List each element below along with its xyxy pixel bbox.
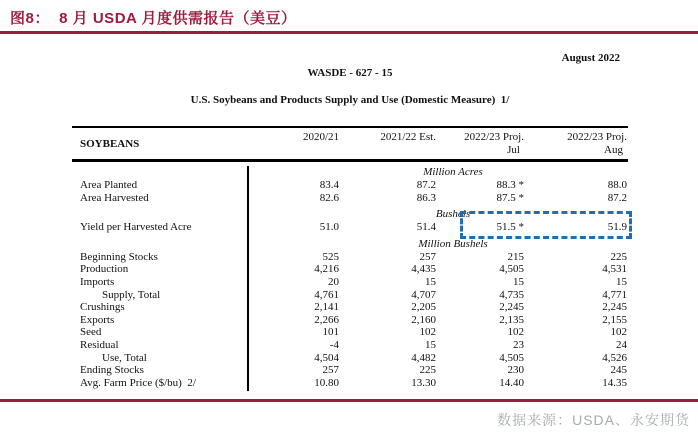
cell-value: 245 (610, 364, 627, 377)
cell-value: 4,526 (602, 351, 627, 364)
row-label: Residual (80, 338, 119, 351)
column-header-month: Jul (507, 144, 520, 156)
cell-value: 2,135 (499, 313, 524, 326)
report-subtitle: U.S. Soybeans and Products Supply and Use (Domestic Measure) 1/ (190, 94, 510, 106)
highlight-box (460, 211, 632, 239)
cell-value: 87.2 (607, 191, 627, 204)
table-row (72, 364, 628, 377)
row-label: Area Planted (80, 179, 138, 191)
cell-value: 88.3 * (496, 179, 524, 191)
cell-value: 257 (322, 364, 339, 377)
table-row (72, 339, 628, 352)
cell-value: 225 (419, 364, 436, 377)
cell-value: 15 (513, 275, 524, 288)
cell-value: 86.3 (416, 191, 436, 204)
row-label: Imports (80, 275, 115, 288)
document-header (0, 34, 698, 126)
cell-value: 2,245 (499, 301, 524, 314)
cell-value: -4 (329, 338, 339, 351)
table-row (72, 377, 628, 390)
table-row (72, 251, 628, 264)
cell-value: 15 (616, 275, 627, 288)
cell-value: 14.40 (499, 376, 524, 389)
table-body (72, 166, 628, 391)
cell-value: 2,141 (314, 301, 339, 314)
table-row (72, 314, 628, 327)
cell-value: 51.9 (607, 221, 627, 234)
column-header (247, 128, 340, 157)
cell-value: 87.5 * (496, 191, 524, 204)
cell-value: 51.0 (319, 221, 339, 234)
unit-label: Million Bushels (418, 237, 488, 250)
row-label: Avg. Farm Price ($/bu) 2/ (80, 376, 196, 389)
table-row (72, 192, 628, 205)
row-label: Beginning Stocks (80, 250, 158, 263)
table-row (72, 352, 628, 365)
cell-value: 4,505 (499, 351, 524, 364)
cell-value: 102 (419, 326, 436, 339)
table-row (72, 326, 628, 339)
table-row (72, 301, 628, 314)
cell-value: 4,761 (314, 288, 339, 301)
column-header-month: Aug (604, 144, 623, 156)
figure-title: 图8： 8 月 USDA 月度供需报告（美豆） (10, 10, 297, 27)
row-label: Area Harvested (80, 191, 149, 204)
cell-value: 2,155 (602, 313, 627, 326)
cell-value: 4,482 (411, 351, 436, 364)
column-header-year: 2022/23 Proj. (464, 131, 524, 143)
cell-value: 15 (425, 338, 436, 351)
column-header (525, 128, 628, 157)
cell-value: 23 (513, 338, 524, 351)
bottom-divider-line (0, 399, 698, 402)
cell-value: 20 (328, 275, 339, 288)
row-label: Supply, Total (102, 288, 161, 301)
cell-value: 4,435 (411, 263, 436, 276)
cell-value: 215 (507, 250, 524, 263)
cell-value: 87.2 (416, 179, 436, 191)
cell-value: 2,160 (411, 313, 436, 326)
cell-value: 13.30 (411, 376, 436, 389)
cell-value: 51.4 (416, 221, 436, 234)
row-label: Yield per Harvested Acre (80, 221, 192, 234)
cell-value: 2,205 (411, 301, 436, 314)
cell-value: 14.35 (602, 376, 627, 389)
cell-value: 4,216 (314, 263, 339, 276)
unit-row (72, 238, 628, 251)
cell-value: 24 (616, 338, 627, 351)
table-row (72, 289, 628, 302)
column-header (437, 128, 525, 157)
cell-value: 82.6 (319, 191, 339, 204)
cell-value: 101 (322, 326, 339, 339)
column-header-year: 2022/23 Proj. (567, 131, 627, 143)
cell-value: 15 (425, 275, 436, 288)
cell-value: 102 (610, 326, 627, 339)
cell-value: 525 (322, 250, 339, 263)
cell-value: 88.0 (607, 179, 627, 191)
row-label: Crushings (80, 301, 125, 314)
table-header-row (72, 128, 628, 162)
cell-value: 4,505 (499, 263, 524, 276)
cell-value: 225 (610, 250, 627, 263)
report-date: August 2022 (561, 52, 620, 64)
cell-value: 230 (507, 364, 524, 377)
cell-value: 4,707 (411, 288, 436, 301)
table-row (72, 276, 628, 289)
cell-value: 102 (507, 326, 524, 339)
table-row (72, 263, 628, 276)
table-row (72, 221, 628, 234)
row-label: Exports (80, 313, 115, 326)
cell-value: 4,504 (314, 351, 339, 364)
unit-row (72, 166, 628, 179)
cell-value: 4,735 (499, 288, 524, 301)
row-label: Ending Stocks (80, 364, 144, 377)
cell-value: 51.5 * (496, 221, 524, 234)
supply-use-table (72, 126, 628, 391)
cell-value: 4,771 (602, 288, 627, 301)
cell-value: 2,245 (602, 301, 627, 314)
column-header-month (247, 144, 339, 157)
row-label: Use, Total (102, 351, 147, 364)
column-header-month (340, 144, 436, 157)
cell-value: 257 (419, 250, 436, 263)
cell-value: 4,531 (602, 263, 627, 276)
cell-value: 2,266 (314, 313, 339, 326)
unit-label: Bushels (435, 208, 471, 221)
row-label: Production (80, 263, 129, 276)
column-header (340, 128, 437, 157)
cell-value: 83.4 (319, 179, 339, 191)
row-label: Seed (80, 326, 102, 339)
unit-label: Million Acres (423, 166, 483, 178)
table-corner-header: SOYBEANS (80, 137, 140, 150)
cell-value: 10.80 (314, 376, 339, 389)
column-header-year: 2021/22 Est. (380, 131, 436, 143)
table-row (72, 179, 628, 192)
report-id: WASDE - 627 - 15 (307, 67, 393, 79)
column-header-year: 2020/21 (302, 131, 339, 143)
data-source: 数据来源：USDA、永安期货 (497, 412, 690, 429)
